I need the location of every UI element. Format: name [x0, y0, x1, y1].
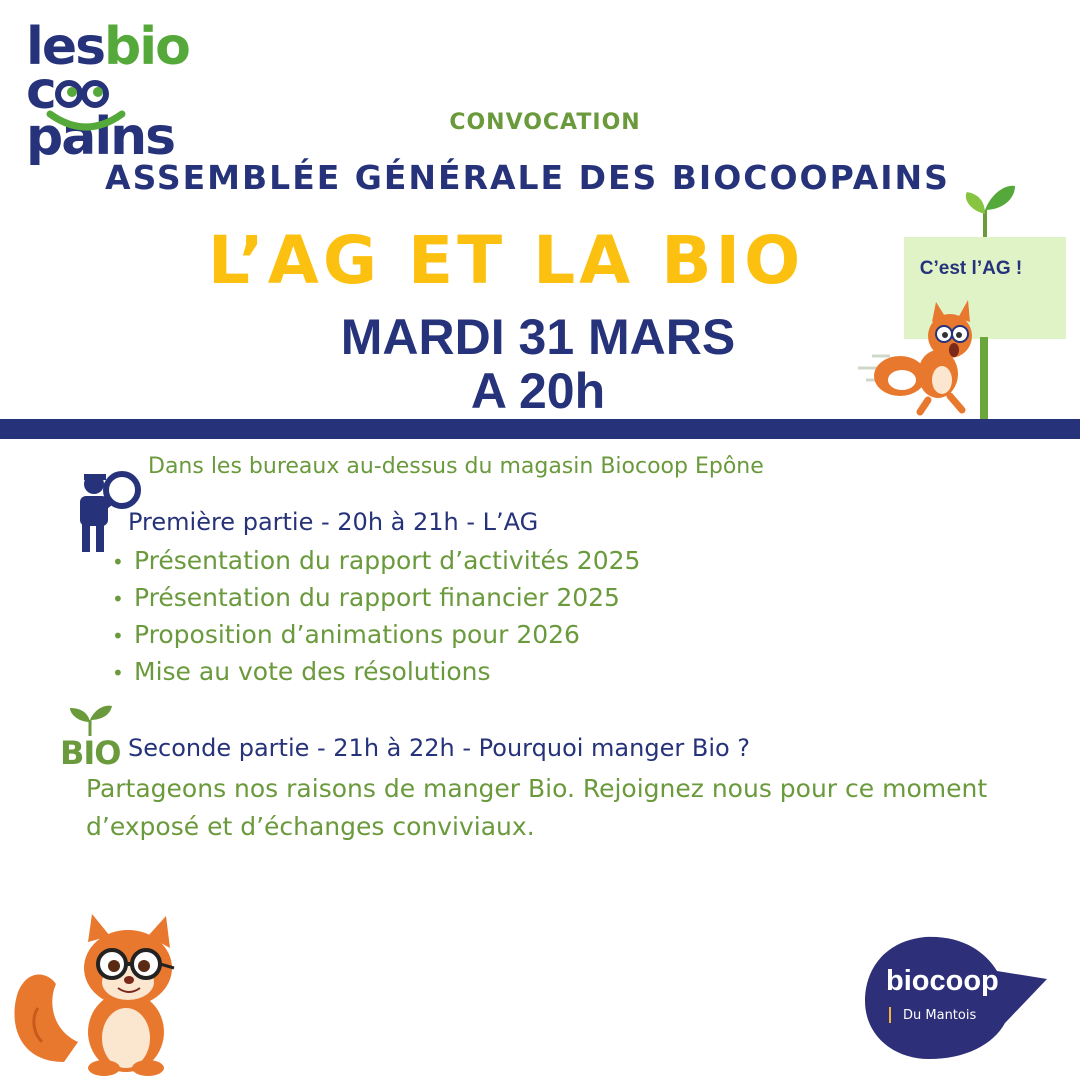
running-squirrel-icon	[858, 300, 988, 418]
event-location: Dans les bureaux au-dessus du magasin Biocoop Epône	[148, 454, 764, 479]
sign-text: C’est l’AG !	[919, 258, 1023, 279]
logo-text-les: les	[26, 17, 105, 77]
part-two-title: Seconde partie - 21h à 22h - Pourquoi manger Bio ?	[128, 734, 751, 762]
agenda-item: • Mise au vote des résolutions	[112, 653, 640, 690]
part-one-title: Première partie - 20h à 21h - L’AG	[128, 508, 539, 536]
logo-text-pains: pains	[26, 107, 175, 167]
agenda-item: • Proposition d’animations pour 2026	[112, 616, 640, 653]
date-line-2: A 20h	[470, 363, 606, 419]
header-divider	[0, 419, 1080, 439]
bio-label: BIO	[60, 734, 121, 772]
part-two-description: Partageons nos raisons de manger Bio. Rejoignez nous pour ce moment d’exposé et d’échanges conviviaux.	[86, 774, 988, 841]
biocoop-store-name: Du Mantois	[903, 1008, 977, 1023]
biocoop-logo-text: biocoop	[886, 965, 999, 997]
part-one-agenda	[112, 542, 640, 690]
assembly-title: ASSEMBLÉE GÉNÉRALE DES BIOCOOPAINS	[105, 158, 950, 197]
logo-text-bio: bio	[104, 17, 189, 77]
agenda-item: • Présentation du rapport financier 2025	[112, 579, 640, 616]
agenda-item: • Présentation du rapport d’activités 2025	[112, 542, 640, 579]
sprout-icon	[955, 180, 1025, 240]
biocoop-divider	[889, 1007, 891, 1023]
bio-sprout-icon	[66, 704, 116, 736]
squirrel-mascot-illustration	[8, 912, 180, 1078]
main-title: L’AG ET LA BIO	[207, 222, 805, 299]
date-line-1: MARDI 31 MARS	[340, 309, 736, 365]
convocation-label: CONVOCATION	[449, 110, 641, 135]
logo-text-c: c	[26, 61, 55, 121]
biocoop-badge-shape	[865, 935, 1047, 1061]
